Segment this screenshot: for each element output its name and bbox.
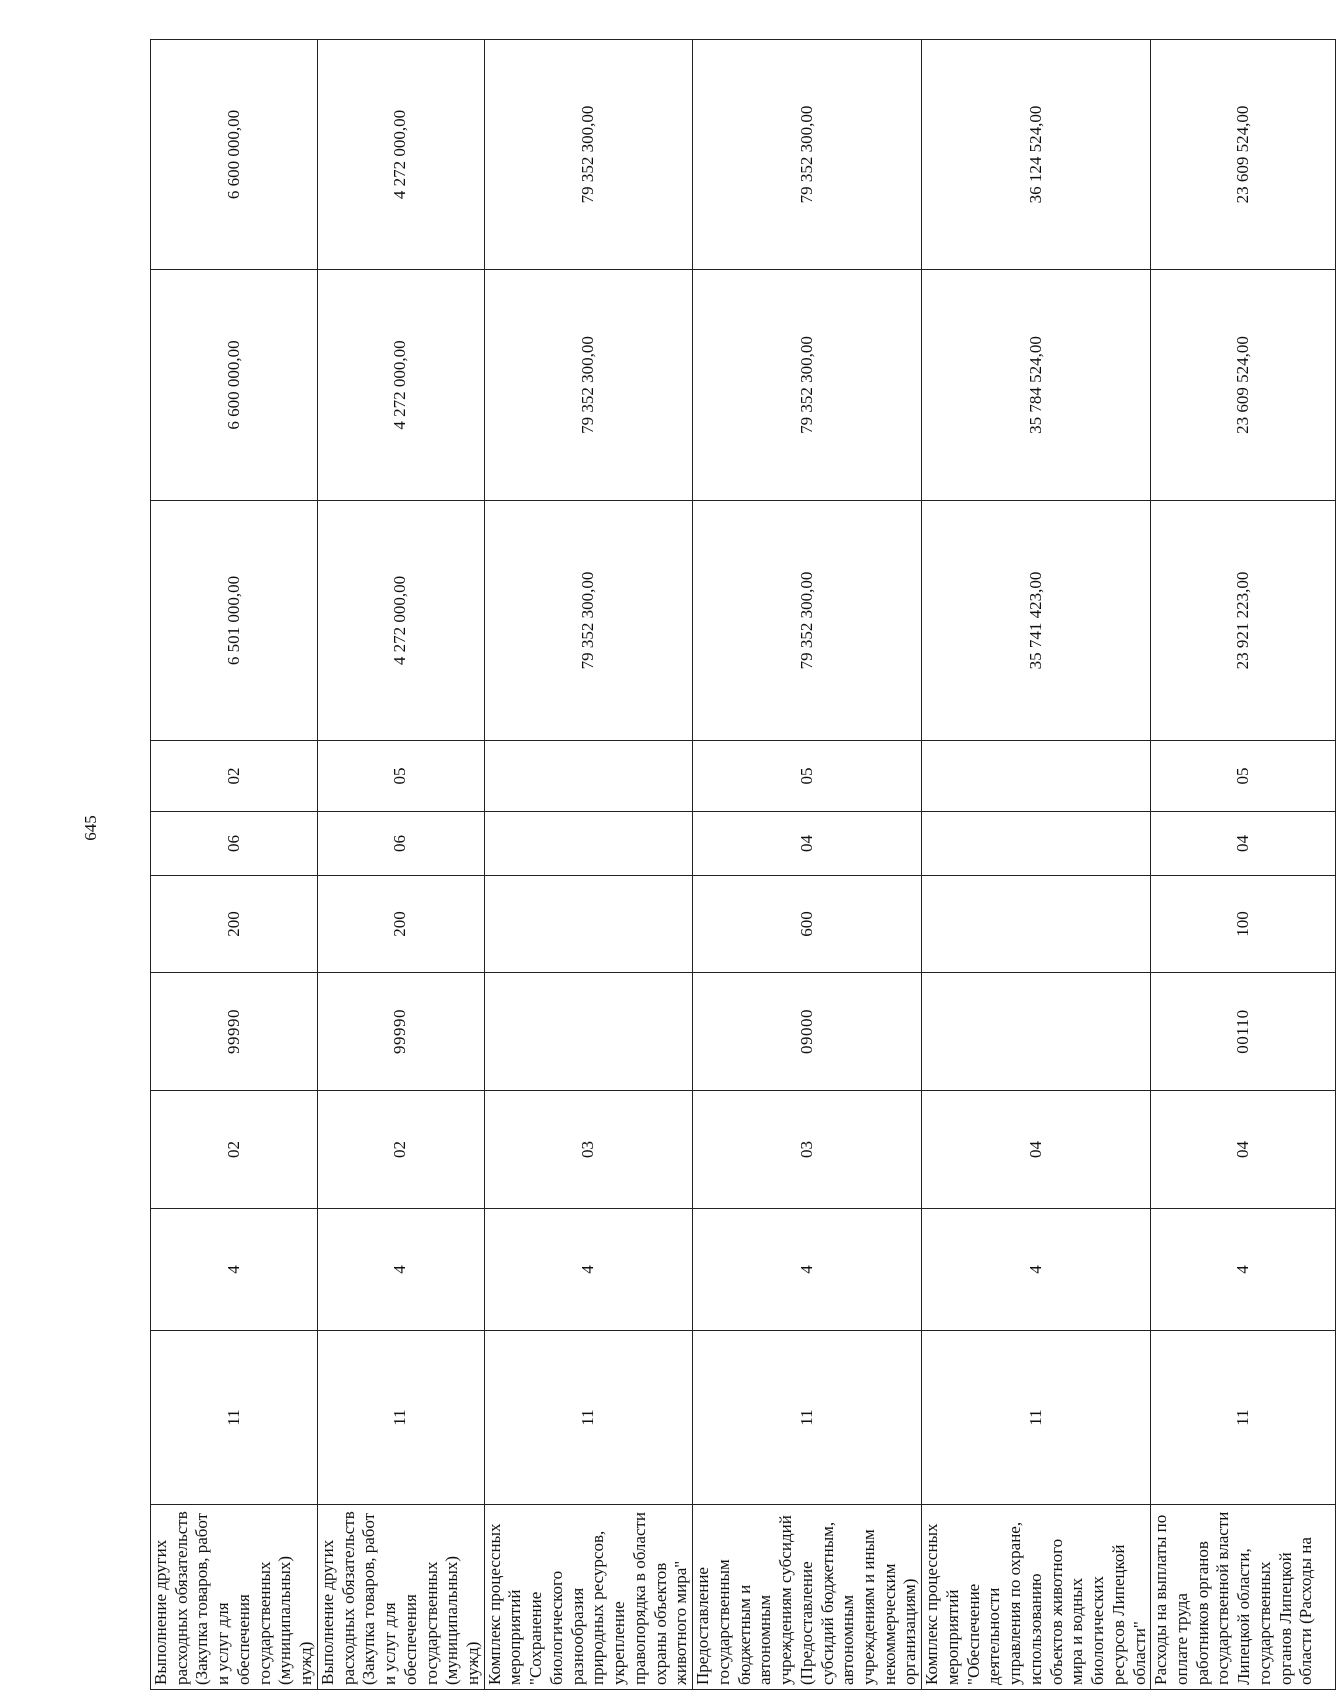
section-code xyxy=(922,812,1151,876)
amount-2: 6 600 000,00 xyxy=(151,270,318,501)
amount-3: 23 609 524,00 xyxy=(1151,40,1336,270)
subsection-code: 02 xyxy=(151,741,318,812)
row-name: Выполнение других расходных обязательств (Закупка товаров, работ и услуг для обеспечения государственных (муниципальных) нужд) xyxy=(317,1505,484,1690)
direction-code xyxy=(484,973,692,1091)
amount-2: 79 352 300,00 xyxy=(484,270,692,501)
program-code: 4 xyxy=(922,1209,1151,1331)
section-code: 06 xyxy=(151,812,318,876)
subsection-code: 05 xyxy=(1151,741,1336,812)
program-code: 4 xyxy=(693,1209,922,1331)
ministry-code: 11 xyxy=(693,1331,922,1505)
amount-1: 35 741 423,00 xyxy=(922,501,1151,741)
row-name: Предоставление государственным бюджетным и автономным учреждениям субсидий (Предоставление субсидий бюджетным, автономным учреждениям и иным некоммерческим организациям) xyxy=(693,1505,922,1690)
direction-code: 09000 xyxy=(693,973,922,1091)
ministry-code: 11 xyxy=(151,1331,318,1505)
table-row xyxy=(151,40,318,1690)
table-row xyxy=(693,40,922,1690)
amount-3: 4 272 000,00 xyxy=(317,40,484,270)
amount-2: 35 784 524,00 xyxy=(922,270,1151,501)
section-code: 04 xyxy=(693,812,922,876)
subsection-code xyxy=(484,741,692,812)
row-name: Расходы на выплаты по оплате труда работников органов государственной власти Липецкой области, государственных органов Липецкой области (Расходы на xyxy=(1151,1505,1336,1690)
amount-3: 79 352 300,00 xyxy=(693,40,922,270)
amount-2: 23 609 524,00 xyxy=(1151,270,1336,501)
program-code: 4 xyxy=(151,1209,318,1331)
subsection-code: 05 xyxy=(693,741,922,812)
amount-3: 6 600 000,00 xyxy=(151,40,318,270)
amount-1: 6 501 000,00 xyxy=(151,501,318,741)
amount-3: 36 124 524,00 xyxy=(922,40,1151,270)
subprogram-code: 03 xyxy=(693,1091,922,1209)
amount-1: 79 352 300,00 xyxy=(693,501,922,741)
amount-2: 79 352 300,00 xyxy=(693,270,922,501)
ministry-code: 11 xyxy=(922,1331,1151,1505)
ministry-code: 11 xyxy=(484,1331,692,1505)
amount-3: 79 352 300,00 xyxy=(484,40,692,270)
ministry-code: 11 xyxy=(317,1331,484,1505)
row-name: Комплекс процессных мероприятий "Сохранение биологического разнообразия природных ресурсов, укрепление правопорядка в области охраны объектов животного мира" xyxy=(484,1505,692,1690)
amount-2: 4 272 000,00 xyxy=(317,270,484,501)
amount-1: 23 921 223,00 xyxy=(1151,501,1336,741)
expense-type-code: 200 xyxy=(317,876,484,973)
expense-type-code xyxy=(922,876,1151,973)
program-code: 4 xyxy=(1151,1209,1336,1331)
row-name: Комплекс процессных мероприятий "Обеспечение деятельности управления по охране, использованию объектов животного мира и водных биологических ресурсов Липецкой области" xyxy=(922,1505,1151,1690)
subprogram-code: 03 xyxy=(484,1091,692,1209)
row-name: Выполнение других расходных обязательств (Закупка товаров, работ и услуг для обеспечения государственных (муниципальных) нужд) xyxy=(151,1505,318,1690)
section-code: 06 xyxy=(317,812,484,876)
expense-type-code: 100 xyxy=(1151,876,1336,973)
program-code: 4 xyxy=(317,1209,484,1331)
subsection-code xyxy=(922,741,1151,812)
expense-type-code xyxy=(484,876,692,973)
subprogram-code: 02 xyxy=(317,1091,484,1209)
subprogram-code: 04 xyxy=(1151,1091,1336,1209)
subprogram-code: 02 xyxy=(151,1091,318,1209)
expense-type-code: 200 xyxy=(151,876,318,973)
direction-code: 99990 xyxy=(317,973,484,1091)
direction-code: 00110 xyxy=(1151,973,1336,1091)
amount-1: 79 352 300,00 xyxy=(484,501,692,741)
table-row xyxy=(317,40,484,1690)
rotated-table-wrapper xyxy=(150,40,1316,1690)
section-code: 04 xyxy=(1151,812,1336,876)
amount-1: 4 272 000,00 xyxy=(317,501,484,741)
direction-code: 99990 xyxy=(151,973,318,1091)
section-code xyxy=(484,812,692,876)
table-row xyxy=(484,40,692,1690)
table-row xyxy=(1151,40,1336,1690)
budget-table xyxy=(150,39,1336,1690)
subprogram-code: 04 xyxy=(922,1091,1151,1209)
direction-code xyxy=(922,973,1151,1091)
ministry-code: 11 xyxy=(1151,1331,1336,1505)
expense-type-code: 600 xyxy=(693,876,922,973)
subsection-code: 05 xyxy=(317,741,484,812)
program-code: 4 xyxy=(484,1209,692,1331)
table-row xyxy=(922,40,1151,1690)
page-number: 645 xyxy=(81,815,100,841)
